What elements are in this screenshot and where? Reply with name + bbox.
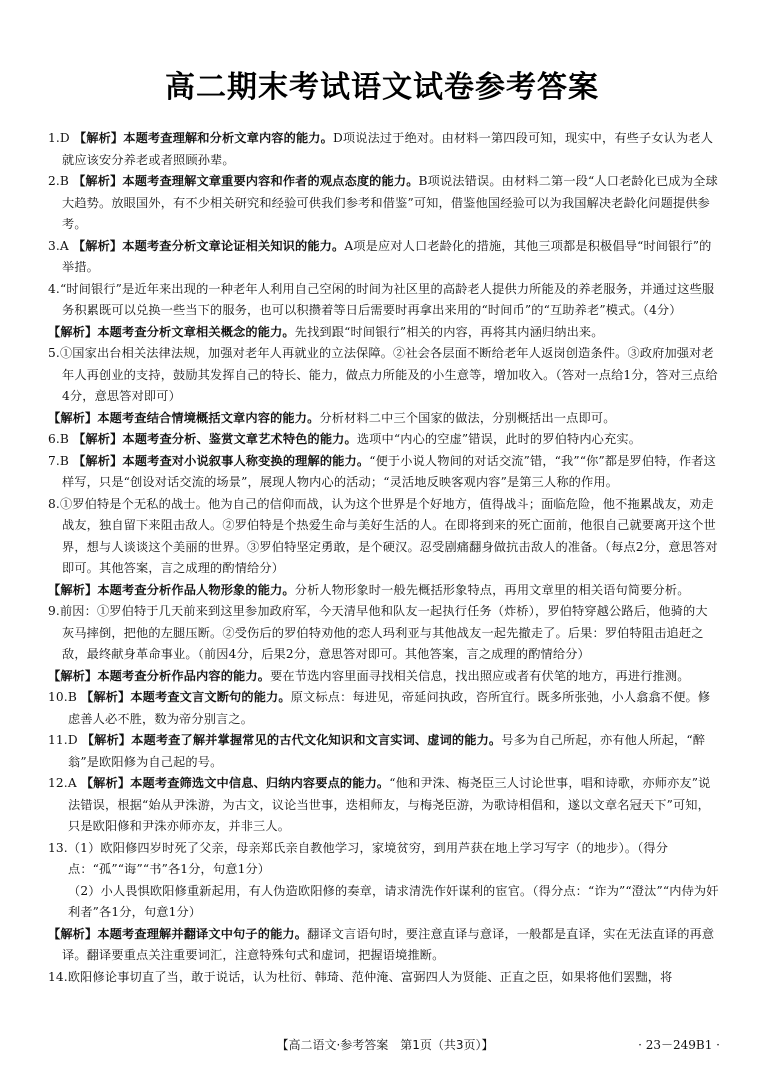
answer-text: （1）欧阳修四岁时死了父亲，母亲郑氏亲自教他学习，家境贫穷，到用芦获在地上学习写字（的地步）。（得分点：“孤”“诲”“书”各1分，句意1分） bbox=[67, 840, 669, 876]
answer-item-8 bbox=[48, 494, 720, 580]
answer-number: 7.B bbox=[48, 453, 70, 468]
answer-number: 14. bbox=[48, 969, 68, 984]
answer-item-5 bbox=[48, 343, 720, 408]
answer-text: “他和尹洙、梅尧臣三人讨论世事，唱和诗歌，亦师亦友”说法错误，根据“始从尹洙游，为古文，议论当世事，迭相师友，与梅尧臣游，为歌诗相倡和，遂以文章名冠天下”可知，只是欧阳修和尹洙亦师亦友，并非三人。 bbox=[68, 776, 711, 833]
analysis-tag: 【解析】本题考查文言文断句的能力。 bbox=[80, 690, 291, 704]
answer-item-12 bbox=[48, 773, 720, 838]
answer-number: 9. bbox=[48, 604, 60, 618]
answer-text: （2）小人畏惧欧阳修重新起用，有人伪造欧阳修的奏章，请求清洗作奸谋利的宦官。（得分点：“诈为”“澄汰”“内侍为奸利者”各1分，句意1分） bbox=[68, 883, 719, 919]
answer-number: 10.B bbox=[48, 690, 77, 704]
answer-item-1 bbox=[48, 128, 720, 171]
analysis-tag: 【解析】本题考查结合情境概括文章内容的能力。 bbox=[48, 410, 320, 425]
answer-item-13-part2 bbox=[48, 881, 720, 924]
analysis-tag: 【解析】本题考查筛选文中信息、归纳内容要点的能力。 bbox=[80, 776, 390, 790]
analysis-tag: 【解析】本题考查理解文章重要内容和作者的观点态度的能力。 bbox=[73, 174, 419, 188]
analysis-tag: 【解析】本题考查分析文章相关概念的能力。 bbox=[48, 324, 295, 339]
answer-number: 5. bbox=[48, 346, 60, 360]
answer-item-4 bbox=[48, 279, 720, 322]
analysis-tag: 【解析】本题考查分析、鉴赏文章艺术特色的能力。 bbox=[73, 432, 357, 446]
answer-item-13 bbox=[48, 838, 720, 881]
analysis-line-8 bbox=[48, 580, 720, 602]
answer-text: 前因：①罗伯特于几天前来到这里参加政府军，今天清早他和队友一起执行任务（炸桥），罗伯特穿越公路后，他骑的大灰马摔倒，把他的左腿压断。②受伤后的罗伯特劝他的恋人玛利亚与其他战友一起先撤走了。后果：罗伯特阻击追赶之敌，最终献身革命事业。（前因4分，后果2分，意思答对即可。其他答案，言之成理的酌情给分） bbox=[59, 604, 708, 661]
footer-code: · 23－249B1 · bbox=[638, 1038, 720, 1052]
analysis-text: 要在节选内容里面寻找相关信息，找出照应或者有伏笔的地方，再进行推测。 bbox=[270, 668, 690, 683]
answer-item-10 bbox=[48, 687, 720, 730]
answer-text: ①罗伯特是个无私的战士。他为自己的信仰而战，认为这个世界是个好地方，值得战斗；面临危险，他不拖累战友，劝走战友，独自留下来阻击敌人。②罗伯特是个热爱生命与美好生活的人。在即将到来的死亡面前，他很自己就要离开这个世界，想与人谈谈这个美丽的世界。③罗伯特坚定勇敢，是个硬汉。忍受剧痛翻身做抗击敌人的准备。（每点2分，意思答对即可。其他答案，言之成理的酌情给分） bbox=[59, 496, 718, 575]
analysis-tag: 【解析】本题考查分析作品人物形象的能力。 bbox=[48, 582, 295, 597]
answer-text: “时间银行”是近年来出现的一种老年人利用自己空闲的时间为社区里的高龄老人提供力所能及的养老服务，并通过这些服务积累既可以兑换一些当下的服务，也可以积攒着等日后需要时再拿出来用的“时间币”的“互助养老”模式。（4分） bbox=[59, 281, 715, 317]
analysis-tag: 【解析】本题考查分析文章论证相关知识的能力。 bbox=[72, 238, 345, 253]
analysis-text: 分析人物形象时一般先概括形象特点，再用文章里的相关语句简要分析。 bbox=[294, 582, 690, 597]
answer-item-6 bbox=[48, 429, 720, 451]
analysis-tag: 【解析】本题考查对小说叙事人称变换的理解的能力。 bbox=[73, 453, 370, 468]
answer-item-2 bbox=[48, 171, 720, 236]
answer-item-14 bbox=[48, 967, 720, 989]
answer-text: 欧阳修论事切直了当，敢于说话，认为杜衍、韩琦、范仲淹、富弼四人为贤能、正直之臣，如果将他们罢黜，将 bbox=[67, 969, 673, 984]
answer-item-9 bbox=[48, 601, 720, 666]
answer-number: 6.B bbox=[48, 432, 70, 446]
analysis-line-13 bbox=[48, 924, 720, 967]
answer-number: 2.B bbox=[48, 174, 70, 188]
answer-text: B项说法错误。由材料二第一段“人口老龄化已成为全球大趋势。放眼国外，有不少相关研究和经验可供我们参考和借鉴”可知，借鉴他国经验可以为我国解决老龄化问题提供参考。 bbox=[62, 174, 718, 231]
analysis-text: 先找到跟“时间银行”相关的内容，再将其内涵归纳出来。 bbox=[294, 324, 604, 339]
page-title: 高二期末考试语文试卷参考答案 bbox=[165, 70, 599, 105]
page-footer bbox=[0, 1036, 764, 1056]
answer-text: 号多为自己所起，亦有他人所起，“醉翁”是欧阳修为自己起的号。 bbox=[68, 733, 706, 769]
answer-text: 原文标点：每进见，帝延问执政，咨所宜行。既多所张弛，小人翕翕不便。修虑善人必不胜，数为帝分别言之。 bbox=[68, 690, 711, 726]
analysis-tag: 【解析】本题考查理解和分析文章内容的能力。 bbox=[73, 131, 333, 145]
answer-item-3 bbox=[48, 236, 720, 279]
answer-number: 4. bbox=[48, 281, 60, 296]
analysis-text: 分析材料二中三个国家的做法，分别概括出一点即可。 bbox=[319, 410, 616, 425]
analysis-tag: 【解析】本题考查理解并翻译文中句子的能力。 bbox=[48, 926, 308, 941]
analysis-line-4 bbox=[48, 322, 720, 344]
analysis-text: 翻译文言语句时，要注意直译与意译，一般都是直译，实在无法直译的再意译。翻译要重点关注重要词汇，注意特殊句式和虚词，把握语境推断。 bbox=[62, 926, 715, 962]
answer-number: 11.D bbox=[48, 733, 78, 747]
answer-text: D项说法过于绝对。由材料一第四段可知，现实中，有些子女认为老人就应该安分养老或者照顾孙辈。 bbox=[62, 131, 714, 167]
analysis-tag: 【解析】本题考查了解并掌握常见的古代文化知识和文言实词、虚词的能力。 bbox=[81, 733, 502, 747]
analysis-line-5 bbox=[48, 408, 720, 430]
answer-item-11 bbox=[48, 730, 720, 773]
answer-item-7 bbox=[48, 451, 720, 494]
answer-text: 选项中“内心的空虚”错误，此时的罗伯特内心充实。 bbox=[356, 432, 642, 446]
answer-number: 1.D bbox=[48, 131, 70, 145]
analysis-line-9 bbox=[48, 666, 720, 688]
answer-text: ①国家出台相关法律法规，加强对老年人再就业的立法保障。②社会各层面不断给老年人返岗创造条件。③政府加强对老年人再创业的支持，鼓励其发挥自己的特长、能力，做点力所能及的小生意等，增加收入。（答对一点给1分，答对三点给4分，意思答对即可） bbox=[59, 346, 718, 403]
analysis-tag: 【解析】本题考查分析作品内容的能力。 bbox=[48, 668, 271, 683]
answer-number: 3.A bbox=[48, 238, 69, 253]
answer-number: 8. bbox=[48, 496, 60, 511]
answer-text: “便于小说人物间的对话交流”错，“我”“你”都是罗伯特，作者这样写，只是“创设对话交流的场景”，展现人物内心的活动；“灵活地反映客观内容”是第三人称的作用。 bbox=[62, 453, 716, 489]
answer-number: 12.A bbox=[48, 776, 77, 790]
footer-page-info: 【高二语文·参考答案 第1页（共3页）】 bbox=[276, 1038, 494, 1052]
answer-list bbox=[48, 128, 720, 988]
answer-number: 13. bbox=[48, 840, 68, 855]
answer-text: A项是应对人口老龄化的措施，其他三项都是积极倡导“时间银行”的举措。 bbox=[62, 238, 712, 274]
